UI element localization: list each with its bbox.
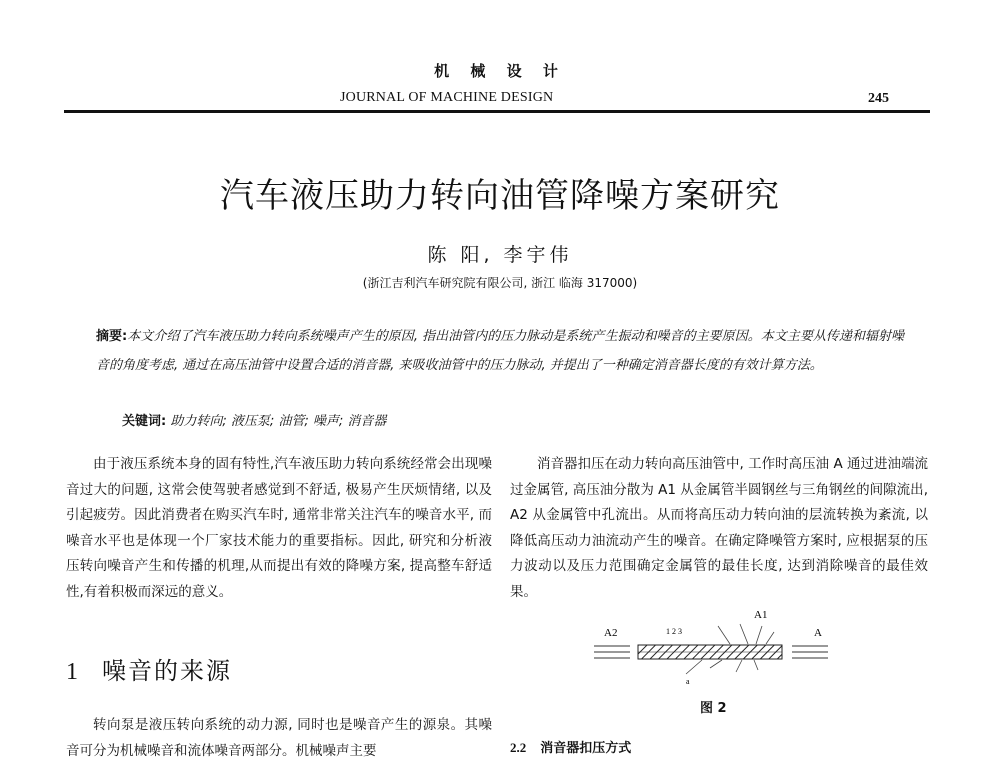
page-number: 245	[868, 91, 889, 106]
abstract-label: 摘要:	[96, 329, 128, 344]
section-heading-1	[66, 651, 232, 686]
keywords-text: 助力转向; 液压泵; 油管; 噪声; 消音器	[170, 414, 387, 429]
section-number: 1	[66, 659, 80, 685]
muffler-paragraph: 消音器扣压在动力转向高压油管中, 工作时高压油 A 通过进油端流过金属管, 高压油分散为 A1 从金属管半圆钢丝与三角钢丝的间隙流出, A2 从金属管中孔流出。从而将高压动力转向油的层流转换为紊流, 以降低高压动力油流动产生的噪音。在确定降噪管方案时, 应根据泵的压力波动以及压力范围确定金属管的最佳长度, 达到消除噪音的最佳效果。	[510, 456, 928, 600]
label-numbers: 1 2 3	[666, 627, 682, 636]
figure-caption: 图 2	[700, 701, 727, 716]
label-a: A	[814, 627, 822, 639]
muffler-figure	[590, 608, 840, 688]
left-column	[66, 452, 492, 605]
article-authors: 陈 阳, 李宇伟	[427, 244, 573, 266]
section-title: 噪音的来源	[102, 657, 232, 685]
abstract-text: 本文介绍了汽车液压助力转向系统噪声产生的原因, 指出油管内的压力脉动是系统产生振动和噪音的主要原因。本文主要从传递和辐射噪音的角度考虑, 通过在高压油管中设置合适的消音器, 来吸收油管中的压力脉动, 并提出了一种确定消音器长度的有效计算方法。	[96, 329, 904, 373]
subsection-heading-2-2	[510, 737, 645, 756]
left-column-continued	[66, 713, 492, 764]
header-rule	[64, 110, 930, 113]
intro-paragraph: 由于液压系统本身的固有特性,汽车液压助力转向系统经常会出现噪音过大的问题, 这常会使驾驶者感觉到不舒适, 极易产生厌烦情绪, 以及引起疲劳。因此消费者在购买汽车时, 通常非常关注汽车的噪音水平, 而噪音水平也是体现一个厂家技术能力的重要指标。因此, 研究和分析液压转向噪音产生和传播的机理,从而提出有效的降噪方案, 提高整车舒适性,有着积极而深远的意义。	[66, 456, 492, 600]
keywords-label: 关键词:	[122, 414, 167, 429]
arrows-left	[594, 646, 630, 658]
subsection-number: 2.2	[510, 740, 527, 755]
journal-name-english: JOURNAL OF MACHINE DESIGN	[340, 90, 554, 105]
arrows-right	[792, 646, 828, 658]
keywords	[122, 410, 386, 429]
abstract	[96, 322, 904, 380]
subsection-title: 消音器扣压方式	[540, 740, 632, 755]
pump-paragraph: 转向泵是液压转向系统的动力源, 同时也是噪音产生的源泉。其噪音可分为机械噪音和流体噪音两部分。机械噪声主要	[66, 717, 492, 759]
article-title: 汽车液压助力转向油管降噪方案研究	[220, 176, 780, 216]
author-affiliation: (浙江吉利汽车研究院有限公司, 浙江 临海 317000)	[362, 276, 638, 290]
right-column	[510, 452, 928, 605]
label-a2: A2	[604, 627, 618, 639]
journal-name-chinese: 机 械 设 计	[434, 62, 566, 80]
label-small: a	[686, 677, 690, 686]
label-a1: A1	[754, 609, 768, 621]
